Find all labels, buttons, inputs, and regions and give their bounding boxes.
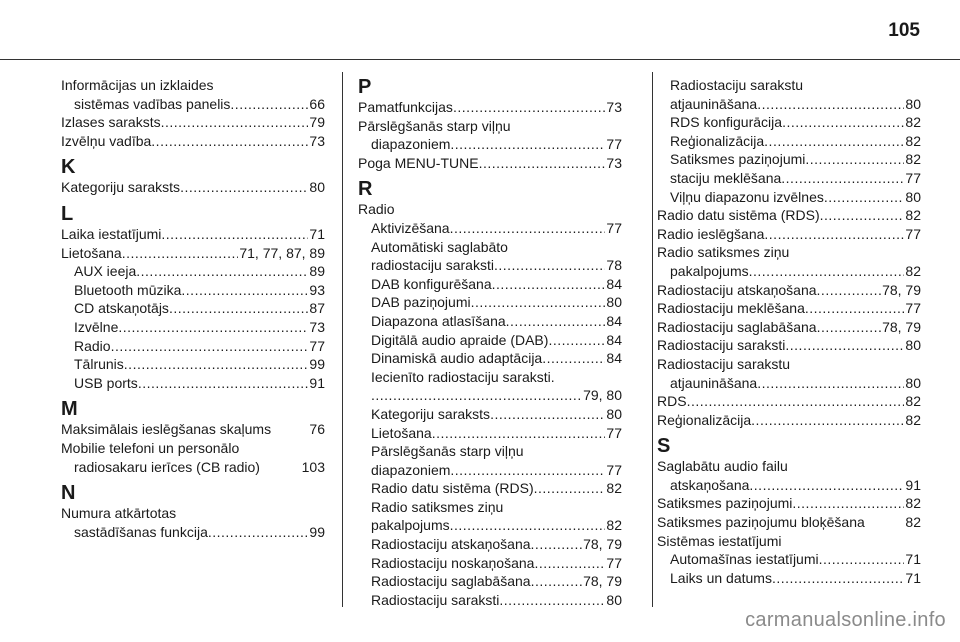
index-entry-page: 80	[905, 188, 921, 205]
index-entry-page: 78, 79	[882, 318, 921, 335]
leader-dots	[494, 256, 605, 275]
index-entry	[657, 299, 921, 318]
leader-dots	[180, 178, 308, 197]
index-entry-term: Radiostaciju atskaņošana	[657, 281, 817, 298]
leader-dots	[181, 281, 308, 300]
index-column-3	[657, 76, 921, 587]
index-entry-page: 73	[309, 132, 325, 149]
index-entry	[358, 554, 622, 573]
index-entry-term: Izlases saraksts	[61, 114, 161, 131]
leader-dots	[817, 318, 882, 337]
index-entry	[358, 535, 622, 554]
index-entry-page: 77	[606, 424, 622, 441]
leader-dots	[450, 219, 606, 238]
leader-dots	[782, 113, 904, 132]
index-entry-page: 99	[309, 356, 325, 373]
leader-dots	[453, 98, 605, 117]
index-entry-term: RDS	[657, 393, 687, 410]
leader-dots	[479, 154, 606, 173]
leader-dots	[169, 299, 308, 318]
index-entry-page: 80	[606, 294, 622, 311]
index-entry-term: Poga MENU-TUNE	[358, 154, 479, 171]
index-entry-line: Iecienīto radiostaciju saraksti.	[371, 368, 555, 385]
index-entry-page: 99	[309, 523, 325, 540]
leader-dots	[471, 293, 606, 312]
index-entry-line: Saglabātu audio failu	[657, 458, 788, 475]
index-entry-line: Pārslēgšanās starp viļņu	[371, 443, 524, 460]
index-entry	[358, 331, 622, 350]
leader-dots	[772, 569, 904, 588]
index-entry	[657, 513, 921, 532]
index-entry-page: 73	[309, 318, 325, 335]
leader-dots	[824, 188, 905, 207]
index-entry-line: Radio satiksmes ziņu	[371, 498, 504, 515]
index-entry	[358, 256, 622, 275]
index-entry-term: Kategoriju saraksts	[61, 179, 181, 196]
index-letter-heading: R	[358, 178, 373, 201]
leader-dots	[764, 225, 904, 244]
leader-dots	[687, 392, 905, 411]
leader-dots	[450, 461, 605, 480]
index-entry	[657, 569, 921, 588]
index-entry-term: Izvēlne	[74, 318, 119, 335]
index-entry-term: Radiostaciju noskaņošana	[371, 554, 535, 571]
leader-dots	[161, 225, 308, 244]
leader-dots	[490, 405, 605, 424]
leader-dots	[534, 479, 606, 498]
index-entry-term: Satiksmes paziņojumi	[657, 495, 793, 512]
index-entry-term: Aktivizēšana	[371, 219, 450, 236]
index-entry	[358, 135, 622, 154]
index-entry-term: Radio ieslēgšana	[657, 225, 765, 242]
index-entry-page: 73	[606, 99, 622, 115]
index-entry	[657, 206, 921, 225]
index-entry-term: pakalpojums	[371, 517, 450, 534]
index-entry-page: 91	[309, 374, 325, 391]
index-entry-page: 82	[606, 480, 622, 497]
index-entry-page: 82	[905, 393, 921, 410]
index-entry-page: 79	[309, 114, 325, 131]
index-entry	[657, 550, 921, 569]
index-entry-term: Radio	[358, 201, 395, 218]
index-entry	[358, 386, 622, 405]
index-entry	[657, 336, 921, 355]
index-letter-heading: S	[657, 435, 671, 458]
index-entry	[61, 420, 325, 439]
leader-dots	[208, 523, 309, 542]
index-entry	[61, 225, 325, 244]
index-entry-term: DAB konfigurēšana	[371, 275, 492, 292]
index-entry-term: atjaunināšana	[670, 95, 758, 112]
index-entry-page: 77	[606, 136, 622, 153]
index-entry	[657, 113, 921, 132]
column-divider-2	[652, 72, 653, 607]
leader-dots	[805, 150, 904, 169]
index-entry-term: RDS konfigurācija	[670, 114, 783, 131]
index-entry-page: 82	[905, 132, 921, 149]
index-entry-term: Diapazona atlasīšana	[371, 312, 506, 329]
index-entry-page: 82	[905, 495, 921, 512]
leader-dots	[450, 135, 605, 154]
leader-dots	[757, 374, 904, 393]
index-entry-line: Informācijas un izklaides	[61, 77, 214, 93]
index-entry-term: sistēmas vadības panelis	[74, 95, 231, 112]
index-entry	[61, 523, 325, 542]
index-entry-page: 103	[301, 458, 325, 475]
index-entry	[657, 281, 921, 300]
index-entry-term: Laiks un datums	[670, 569, 772, 586]
index-entry-line: Numura atkārtotas	[61, 505, 177, 522]
index-entry-term: USB ports	[74, 374, 138, 391]
leader-dots	[118, 318, 308, 337]
index-entry-page: 80	[606, 591, 622, 608]
index-entry-term: Radiostaciju saraksti	[371, 591, 500, 608]
index-entry	[61, 178, 325, 197]
leader-dots	[751, 411, 904, 430]
leader-dots	[749, 476, 904, 495]
leader-dots	[542, 349, 605, 368]
index-entry-page: 71	[905, 551, 921, 568]
index-entry-term: Maksimālais ieslēgšanas skaļums	[61, 421, 272, 438]
index-entry	[657, 188, 921, 207]
index-entry-page: 84	[606, 275, 622, 292]
index-entry-term: Radiostaciju meklēšana	[657, 300, 805, 317]
leader-dots	[230, 95, 308, 114]
index-entry	[657, 169, 921, 188]
index-entry	[358, 98, 622, 117]
header-rule	[0, 59, 960, 60]
index-entry-term: Radiostaciju atskaņošana	[371, 536, 531, 553]
index-entry	[358, 200, 622, 219]
index-entry	[358, 219, 622, 238]
index-entry	[657, 318, 921, 337]
index-entry	[358, 479, 622, 498]
leader-dots	[492, 275, 606, 294]
index-entry-term: Sistēmas iestatījumi	[657, 532, 782, 549]
index-entry-page: 91	[905, 476, 921, 493]
index-entry-term: Dinamiskā audio adaptācija	[371, 350, 543, 367]
index-entry-page: 71, 77, 87, 89	[239, 244, 325, 261]
index-letter-heading: N	[61, 482, 76, 505]
index-entry-page: 82	[905, 262, 921, 279]
index-entry-page: 80	[905, 337, 921, 354]
index-entry	[61, 244, 325, 263]
index-entry-page: 71	[309, 225, 325, 242]
index-entry	[61, 132, 325, 151]
index-entry-page: 82	[905, 514, 921, 531]
index-entry-term: CD atskaņotājs	[74, 300, 169, 317]
index-entry-term: radiostaciju saraksti	[371, 257, 494, 274]
index-entry	[657, 476, 921, 495]
index-entry-page: 77	[905, 225, 921, 242]
leader-dots	[792, 494, 904, 513]
index-entry	[657, 374, 921, 393]
index-entry-page: 89	[309, 263, 325, 280]
index-entry-line: Pārslēgšanās starp viļņu	[358, 117, 511, 134]
index-entry-page: 73	[606, 154, 622, 171]
index-entry-term: Automašīnas iestatījumi	[670, 551, 819, 568]
index-entry	[61, 374, 325, 393]
index-entry	[657, 132, 921, 151]
index-entry-line: Mobilie telefoni un personālo	[61, 439, 240, 456]
index-entry-term: Izvēlņu vadība	[61, 132, 152, 149]
leader-dots	[781, 169, 904, 188]
leader-dots	[757, 95, 904, 114]
index-entry-line: Radiostaciju sarakstu	[670, 77, 804, 93]
leader-dots	[785, 336, 904, 355]
index-entry-line: Radio satiksmes ziņu	[657, 244, 790, 261]
index-entry	[657, 95, 921, 114]
index-entry	[61, 95, 325, 114]
index-entry-page: 82	[905, 411, 921, 428]
index-entry-term: Kategoriju saraksts	[371, 405, 491, 422]
index-entry-page: 78, 79	[882, 281, 921, 298]
leader-dots	[161, 113, 309, 132]
index-entry	[61, 113, 325, 132]
index-entry-page: 82	[905, 114, 921, 131]
index-entry	[61, 337, 325, 356]
leader-dots	[124, 355, 309, 374]
index-entry-term: Radio	[74, 337, 111, 354]
index-entry-term: Satiksmes paziņojumi	[670, 151, 806, 168]
leader-dots	[534, 554, 605, 573]
index-entry-page: 93	[309, 281, 325, 298]
leader-dots	[805, 299, 905, 318]
index-letter-heading: L	[61, 202, 74, 225]
index-entry-term: Radiostaciju saglabāšana	[657, 318, 817, 335]
column-divider-1	[342, 72, 343, 607]
index-entry-page: 80	[309, 179, 325, 196]
index-entry-term: Bluetooth mūzika	[74, 281, 182, 298]
index-entry-page: 77	[606, 219, 622, 236]
index-entry-term: sastādīšanas funkcija	[74, 523, 208, 540]
index-entry	[358, 405, 622, 424]
leader-dots	[111, 337, 309, 356]
index-entry-term: diapazoniem	[371, 136, 451, 153]
index-entry-term: AUX ieeja	[74, 263, 137, 280]
index-entry-page: 77	[606, 461, 622, 478]
index-entry-term: Viļņu diapazonu izvēlnes	[670, 188, 824, 205]
index-entry-page: 80	[905, 95, 921, 112]
index-entry	[61, 318, 325, 337]
index-entry-term: Laika iestatījumi	[61, 225, 162, 242]
index-entry-line: Automātiski saglabāto	[371, 238, 508, 255]
index-entry-page: 71	[905, 569, 921, 586]
leader-dots	[531, 535, 583, 554]
index-entry-line: Radiostaciju sarakstu	[657, 355, 791, 372]
index-letter-heading: K	[61, 156, 76, 179]
index-entry-term: diapazoniem	[371, 461, 451, 478]
index-entry-term: Pamatfunkcijas	[358, 99, 453, 115]
index-entry-term: Digitālā audio apraide (DAB)	[371, 331, 549, 348]
leader-dots	[122, 244, 239, 263]
index-entry-term: radiosakaru ierīces (CB radio)	[74, 458, 260, 475]
index-entry-term: DAB paziņojumi	[371, 294, 471, 311]
index-entry-page: 76	[309, 421, 325, 438]
index-entry	[657, 225, 921, 244]
index-entry	[358, 154, 622, 173]
leader-dots	[151, 132, 308, 151]
index-entry	[358, 591, 622, 610]
index-entry-page: 84	[606, 350, 622, 367]
index-entry	[657, 262, 921, 281]
index-entry	[61, 281, 325, 300]
index-entry-page: 80	[606, 405, 622, 422]
index-entry-term: pakalpojums	[670, 262, 749, 279]
index-entry	[657, 532, 921, 551]
index-entry	[657, 392, 921, 411]
index-entry	[358, 516, 622, 535]
index-letter-heading: P	[358, 76, 372, 98]
index-entry-term: Lietošana	[371, 424, 432, 441]
leader-dots	[138, 374, 309, 393]
index-entry-term: Lietošana	[61, 244, 122, 261]
index-column-2	[358, 76, 622, 609]
index-entry-page: 78, 79	[583, 573, 622, 590]
index-entry-term: staciju meklēšana	[670, 169, 782, 186]
index-entry	[657, 411, 921, 430]
index-entry-term: Reģionalizācija	[657, 411, 752, 428]
index-entry	[358, 312, 622, 331]
index-entry-page: 82	[606, 517, 622, 534]
index-entry-page: 82	[905, 207, 921, 224]
index-entry-page: 80	[905, 374, 921, 391]
index-entry-page: 77	[905, 300, 921, 317]
index-entry-term: Radio datu sistēma (RDS)	[657, 207, 820, 224]
leader-dots	[548, 331, 605, 350]
index-entry-page: 84	[606, 312, 622, 329]
index-entry-page: 77	[309, 337, 325, 354]
index-entry-term: atskaņošana	[670, 476, 750, 493]
index-entry-page: 77	[606, 554, 622, 571]
index-entry-term: Radiostaciju saglabāšana	[371, 573, 531, 590]
index-entry-term: Radio datu sistēma (RDS)	[371, 480, 534, 497]
index-entry-page: 84	[606, 331, 622, 348]
leader-dots	[817, 281, 882, 300]
leader-dots	[764, 132, 904, 151]
index-entry	[358, 275, 622, 294]
page-number: 105	[888, 20, 920, 41]
index-entry-term: Radiostaciju saraksti	[657, 337, 786, 354]
index-entry-term: Satiksmes paziņojumu bloķēšana	[657, 514, 865, 531]
leader-dots	[499, 591, 605, 610]
index-entry	[358, 349, 622, 368]
index-entry-term: atjaunināšana	[670, 374, 758, 391]
leader-dots	[531, 572, 583, 591]
index-entry-page: 87	[309, 300, 325, 317]
leader-dots	[820, 206, 905, 225]
index-entry	[657, 494, 921, 513]
leader-dots	[371, 386, 582, 405]
index-entry	[358, 424, 622, 443]
index-entry-page: 82	[905, 151, 921, 168]
leader-dots	[749, 262, 905, 281]
index-entry	[61, 458, 325, 477]
index-entry	[358, 461, 622, 480]
leader-dots	[450, 516, 606, 535]
watermark: carmanualsonline.info	[745, 609, 946, 631]
index-entry-page: 66	[309, 95, 325, 112]
index-entry	[61, 262, 325, 281]
index-entry	[358, 572, 622, 591]
index-entry-term: Tālrunis	[74, 356, 124, 373]
leader-dots	[819, 550, 905, 569]
leader-dots	[506, 312, 606, 331]
leader-dots	[432, 424, 606, 443]
index-entry	[61, 299, 325, 318]
index-entry-page: 78	[606, 257, 622, 274]
index-entry	[657, 150, 921, 169]
index-letter-heading: M	[61, 398, 78, 421]
index-column-1	[61, 76, 325, 541]
index-entry-page: 77	[905, 169, 921, 186]
index-entry-page: 78, 79	[583, 536, 622, 553]
index-entry	[358, 293, 622, 312]
leader-dots	[136, 262, 308, 281]
index-entry-term: Reģionalizācija	[670, 132, 765, 149]
index-entry	[61, 355, 325, 374]
index-entry-page: 79, 80	[583, 387, 622, 404]
